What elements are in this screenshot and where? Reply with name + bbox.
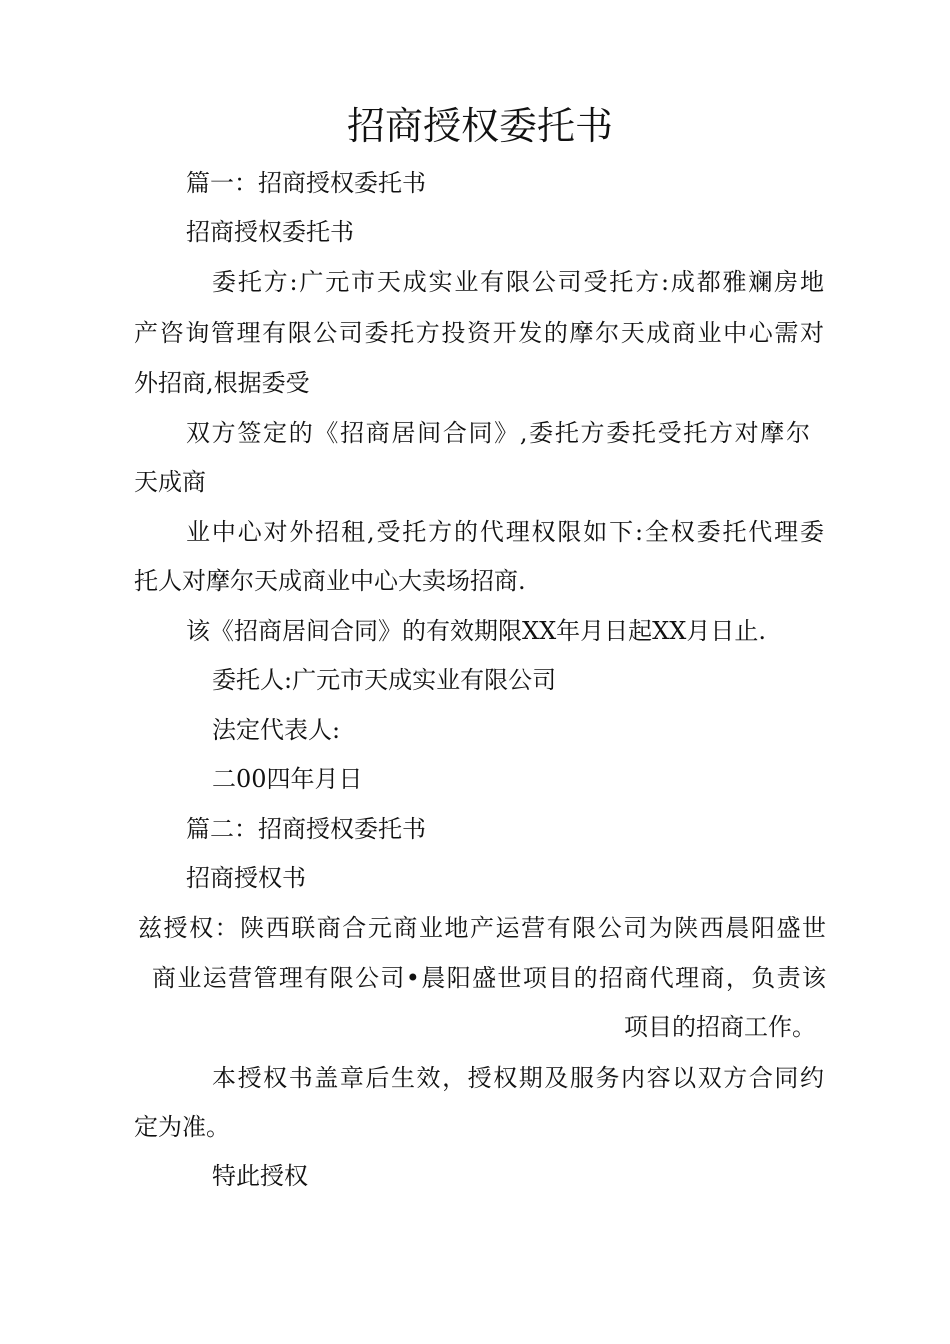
- part2-subtitle: 招商授权书: [186, 864, 306, 892]
- part2-effect-line2: 定为准。: [134, 1113, 230, 1141]
- part2-grant-line1: 兹授权：陕西联商合元商业地产运营有限公司为陕西晨阳盛世: [138, 914, 826, 942]
- part2-closing: 特此授权: [212, 1162, 308, 1190]
- part1-date: 二00四年月日: [212, 765, 363, 793]
- part1-heading: 篇一：招商授权委托书: [186, 169, 426, 197]
- part2-effect-line1: 本授权书盖章后生效，授权期及服务内容以双方合同约: [212, 1064, 824, 1092]
- part1-para1-line1: 委托方:广元市天成实业有限公司受托方:成都雅斓房地: [212, 268, 824, 296]
- part1-validity: 该《招商居间合同》的有效期限XX年月日起XX月日止.: [186, 617, 766, 645]
- part2-grant-line3: 项目的招商工作。: [624, 1013, 816, 1041]
- part2-heading: 篇二：招商授权委托书: [186, 815, 426, 843]
- part1-principal: 委托人:广元市天成实业有限公司: [212, 666, 557, 694]
- part1-para1-line3: 外招商,根据委受: [134, 369, 310, 397]
- part1-para2-line1: 双方签定的《招商居间合同》,委托方委托受托方对摩尔: [186, 419, 810, 447]
- part1-para3-line2: 托人对摩尔天成商业中心大卖场招商.: [134, 567, 526, 595]
- part1-para3-line1: 业中心对外招租,受托方的代理权限如下:全权委托代理委: [186, 518, 824, 546]
- part1-para2-line2: 天成商: [134, 468, 206, 496]
- part2-grant-line2: 商业运营管理有限公司•晨阳盛世项目的招商代理商，负责该: [152, 964, 826, 992]
- document-title: 招商授权委托书: [346, 104, 613, 148]
- part1-para1-line2: 产咨询管理有限公司委托方投资开发的摩尔天成商业中心需对: [134, 319, 824, 347]
- part1-subtitle: 招商授权委托书: [186, 218, 354, 246]
- part1-legal-rep: 法定代表人:: [212, 716, 341, 744]
